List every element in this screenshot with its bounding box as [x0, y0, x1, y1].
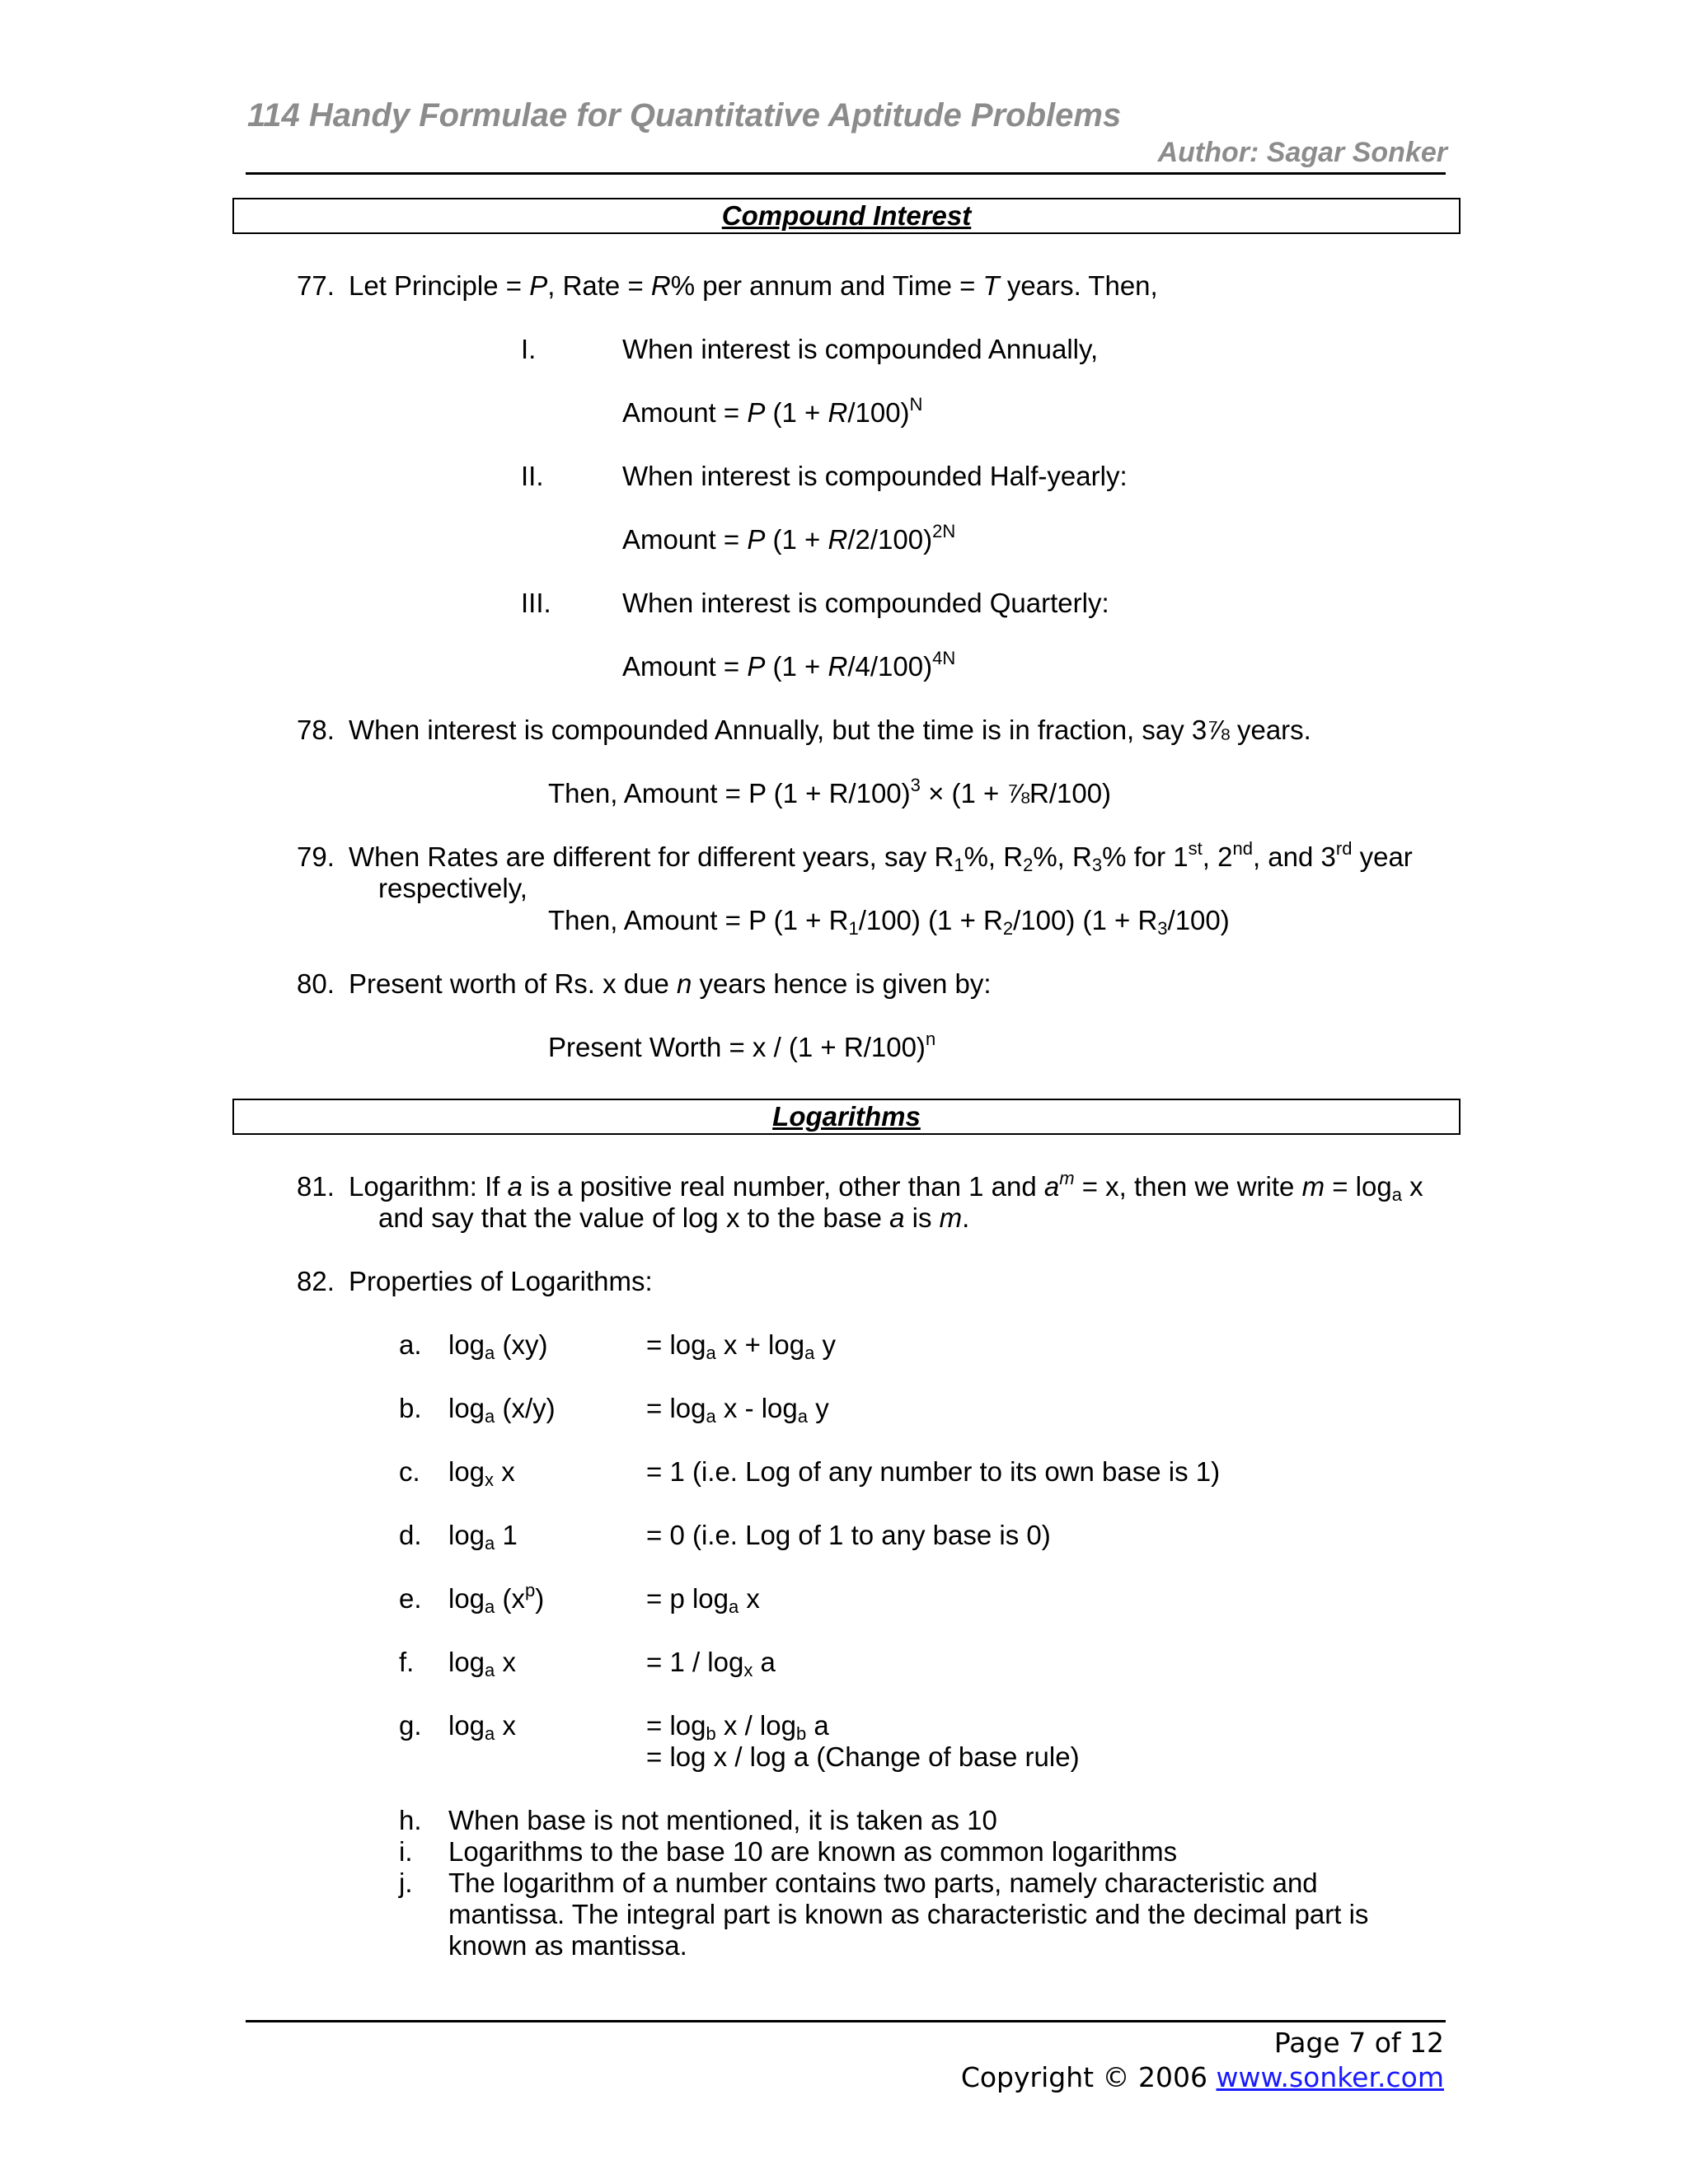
website-link[interactable]: www.sonker.com: [1216, 2061, 1444, 2093]
copyright-line: Copyright © 2006 www.sonker.com: [960, 2061, 1444, 2093]
section-heading-logarithms: [232, 1099, 1461, 1135]
section-heading-compound-interest: [232, 198, 1461, 234]
property-letter-b: b.: [399, 1393, 422, 1423]
property-letter-f: f.: [399, 1647, 415, 1677]
formula-77-statement: Let Principle = P, Rate = R% per annum and Time = T years. Then,: [349, 270, 1158, 301]
formula-number-79: 79.: [297, 841, 335, 872]
property-b-lhs: $\log_a (x/y)$: [448, 1393, 556, 1427]
case-numeral-III: III.: [521, 588, 551, 618]
property-g-rhs-line2: = log x / log a (Change of base rule): [646, 1741, 1080, 1772]
property-g-lhs: $\log_a x$: [448, 1710, 516, 1744]
property-h-text: When base is not mentioned, it is taken as 10: [448, 1805, 997, 1835]
formula-81-statement: Logarithm: If a is a positive real number, other than 1 and $a^m = x$, then we write $m = \log_a x$: [349, 1168, 1423, 1205]
case-III-formula: Amount = P $(1 + R/4/100)^{4N}$: [622, 648, 956, 682]
section-title: Compound Interest: [721, 200, 972, 231]
property-j-line1: The logarithm of a number contains two parts, namely characteristic and: [448, 1868, 1318, 1898]
formula-79-statement: When Rates are different for different years, say $R_1\%$, $R_2\%$, $R_3\%$ for 1st, 2nd, and 3rd year: [349, 838, 1413, 875]
formula-number-78: 78.: [297, 715, 335, 745]
document-author: Author: Sagar Sonker: [1157, 137, 1447, 168]
page-number: Page 7 of 12: [1273, 2027, 1444, 2059]
property-d-rhs: = 0 (i.e. Log of 1 to any base is 0): [646, 1520, 1051, 1550]
property-j-line3: known as mantissa.: [448, 1930, 687, 1961]
case-II-formula: Amount = P $(1 + R/2/100)^{2N}$: [622, 521, 956, 555]
property-letter-j: j.: [399, 1868, 413, 1898]
header-divider: [246, 172, 1446, 175]
property-letter-h: h.: [399, 1805, 422, 1835]
property-letter-a: a.: [399, 1329, 422, 1360]
property-f-lhs: $\log_a x$: [448, 1647, 516, 1680]
formula-79-equation: Then, Amount = P $(1 + R_1/100)$ $(1 + R_2/100)$ $(1 + R_3/100)$: [548, 905, 1230, 939]
property-e-rhs: = p $\log_a x$: [646, 1583, 760, 1617]
formula-80-statement: Present worth of Rs. x due n years hence is given by:: [349, 968, 992, 999]
property-d-lhs: $\log_a 1$: [448, 1520, 518, 1554]
footer-divider: [246, 2020, 1446, 2022]
property-i-text: Logarithms to the base 10 are known as common logarithms: [448, 1836, 1178, 1867]
formula-81-continuation: and say that the value of log x to the base a is m.: [378, 1202, 970, 1233]
property-letter-c: c.: [399, 1456, 420, 1487]
property-c-rhs: = 1 (i.e. Log of any number to its own base is 1): [646, 1456, 1221, 1487]
case-I-text: When interest is compounded Annually,: [622, 334, 1099, 364]
property-g-rhs: = $\log_b x / \log_b a$: [646, 1710, 829, 1744]
section-title: Logarithms: [772, 1101, 921, 1132]
property-letter-i: i.: [399, 1836, 413, 1867]
formula-number-80: 80.: [297, 968, 335, 999]
property-a-rhs: = $\log_a x + \log_a y$: [646, 1329, 836, 1363]
case-numeral-II: II.: [521, 461, 544, 491]
case-III-text: When interest is compounded Quarterly:: [622, 588, 1109, 618]
property-letter-g: g.: [399, 1710, 422, 1741]
property-c-lhs: $\log_x x$: [448, 1456, 515, 1490]
property-b-rhs: = $\log_a x - \log_a y$: [646, 1393, 829, 1427]
formula-number-81: 81.: [297, 1171, 335, 1202]
document-title: 114 Handy Formulae for Quantitative Aptitude Problems: [247, 97, 1122, 134]
case-I-formula: Amount = P $(1 + R/100)^N$: [622, 394, 923, 428]
property-a-lhs: $\log_a (xy)$: [448, 1329, 548, 1363]
formula-80-equation: Present Worth = $x / (1 + R/100)^n$: [548, 1029, 936, 1062]
formula-number-82: 82.: [297, 1266, 335, 1296]
property-letter-d: d.: [399, 1520, 422, 1550]
property-f-rhs: = $1 / \log_x a$: [646, 1647, 776, 1680]
property-letter-e: e.: [399, 1583, 422, 1614]
property-e-lhs: $\log_a (x^p)$: [448, 1580, 545, 1617]
property-j-line2: mantissa. The integral part is known as characteristic and the decimal part is: [448, 1899, 1369, 1929]
formula-79-continuation: respectively,: [378, 873, 528, 903]
formula-82-title: Properties of Logarithms:: [349, 1266, 653, 1296]
case-numeral-I: I.: [521, 334, 537, 364]
formula-78-equation: Then, Amount = P $(1 + R/100)^3 \times (1$ + ⅞R/100): [548, 775, 1112, 808]
formula-number-77: 77.: [297, 270, 335, 301]
case-II-text: When interest is compounded Half-yearly:: [622, 461, 1128, 491]
formula-78-statement: When interest is compounded Annually, but the time is in fraction, say 3⅞ years.: [349, 715, 1311, 745]
